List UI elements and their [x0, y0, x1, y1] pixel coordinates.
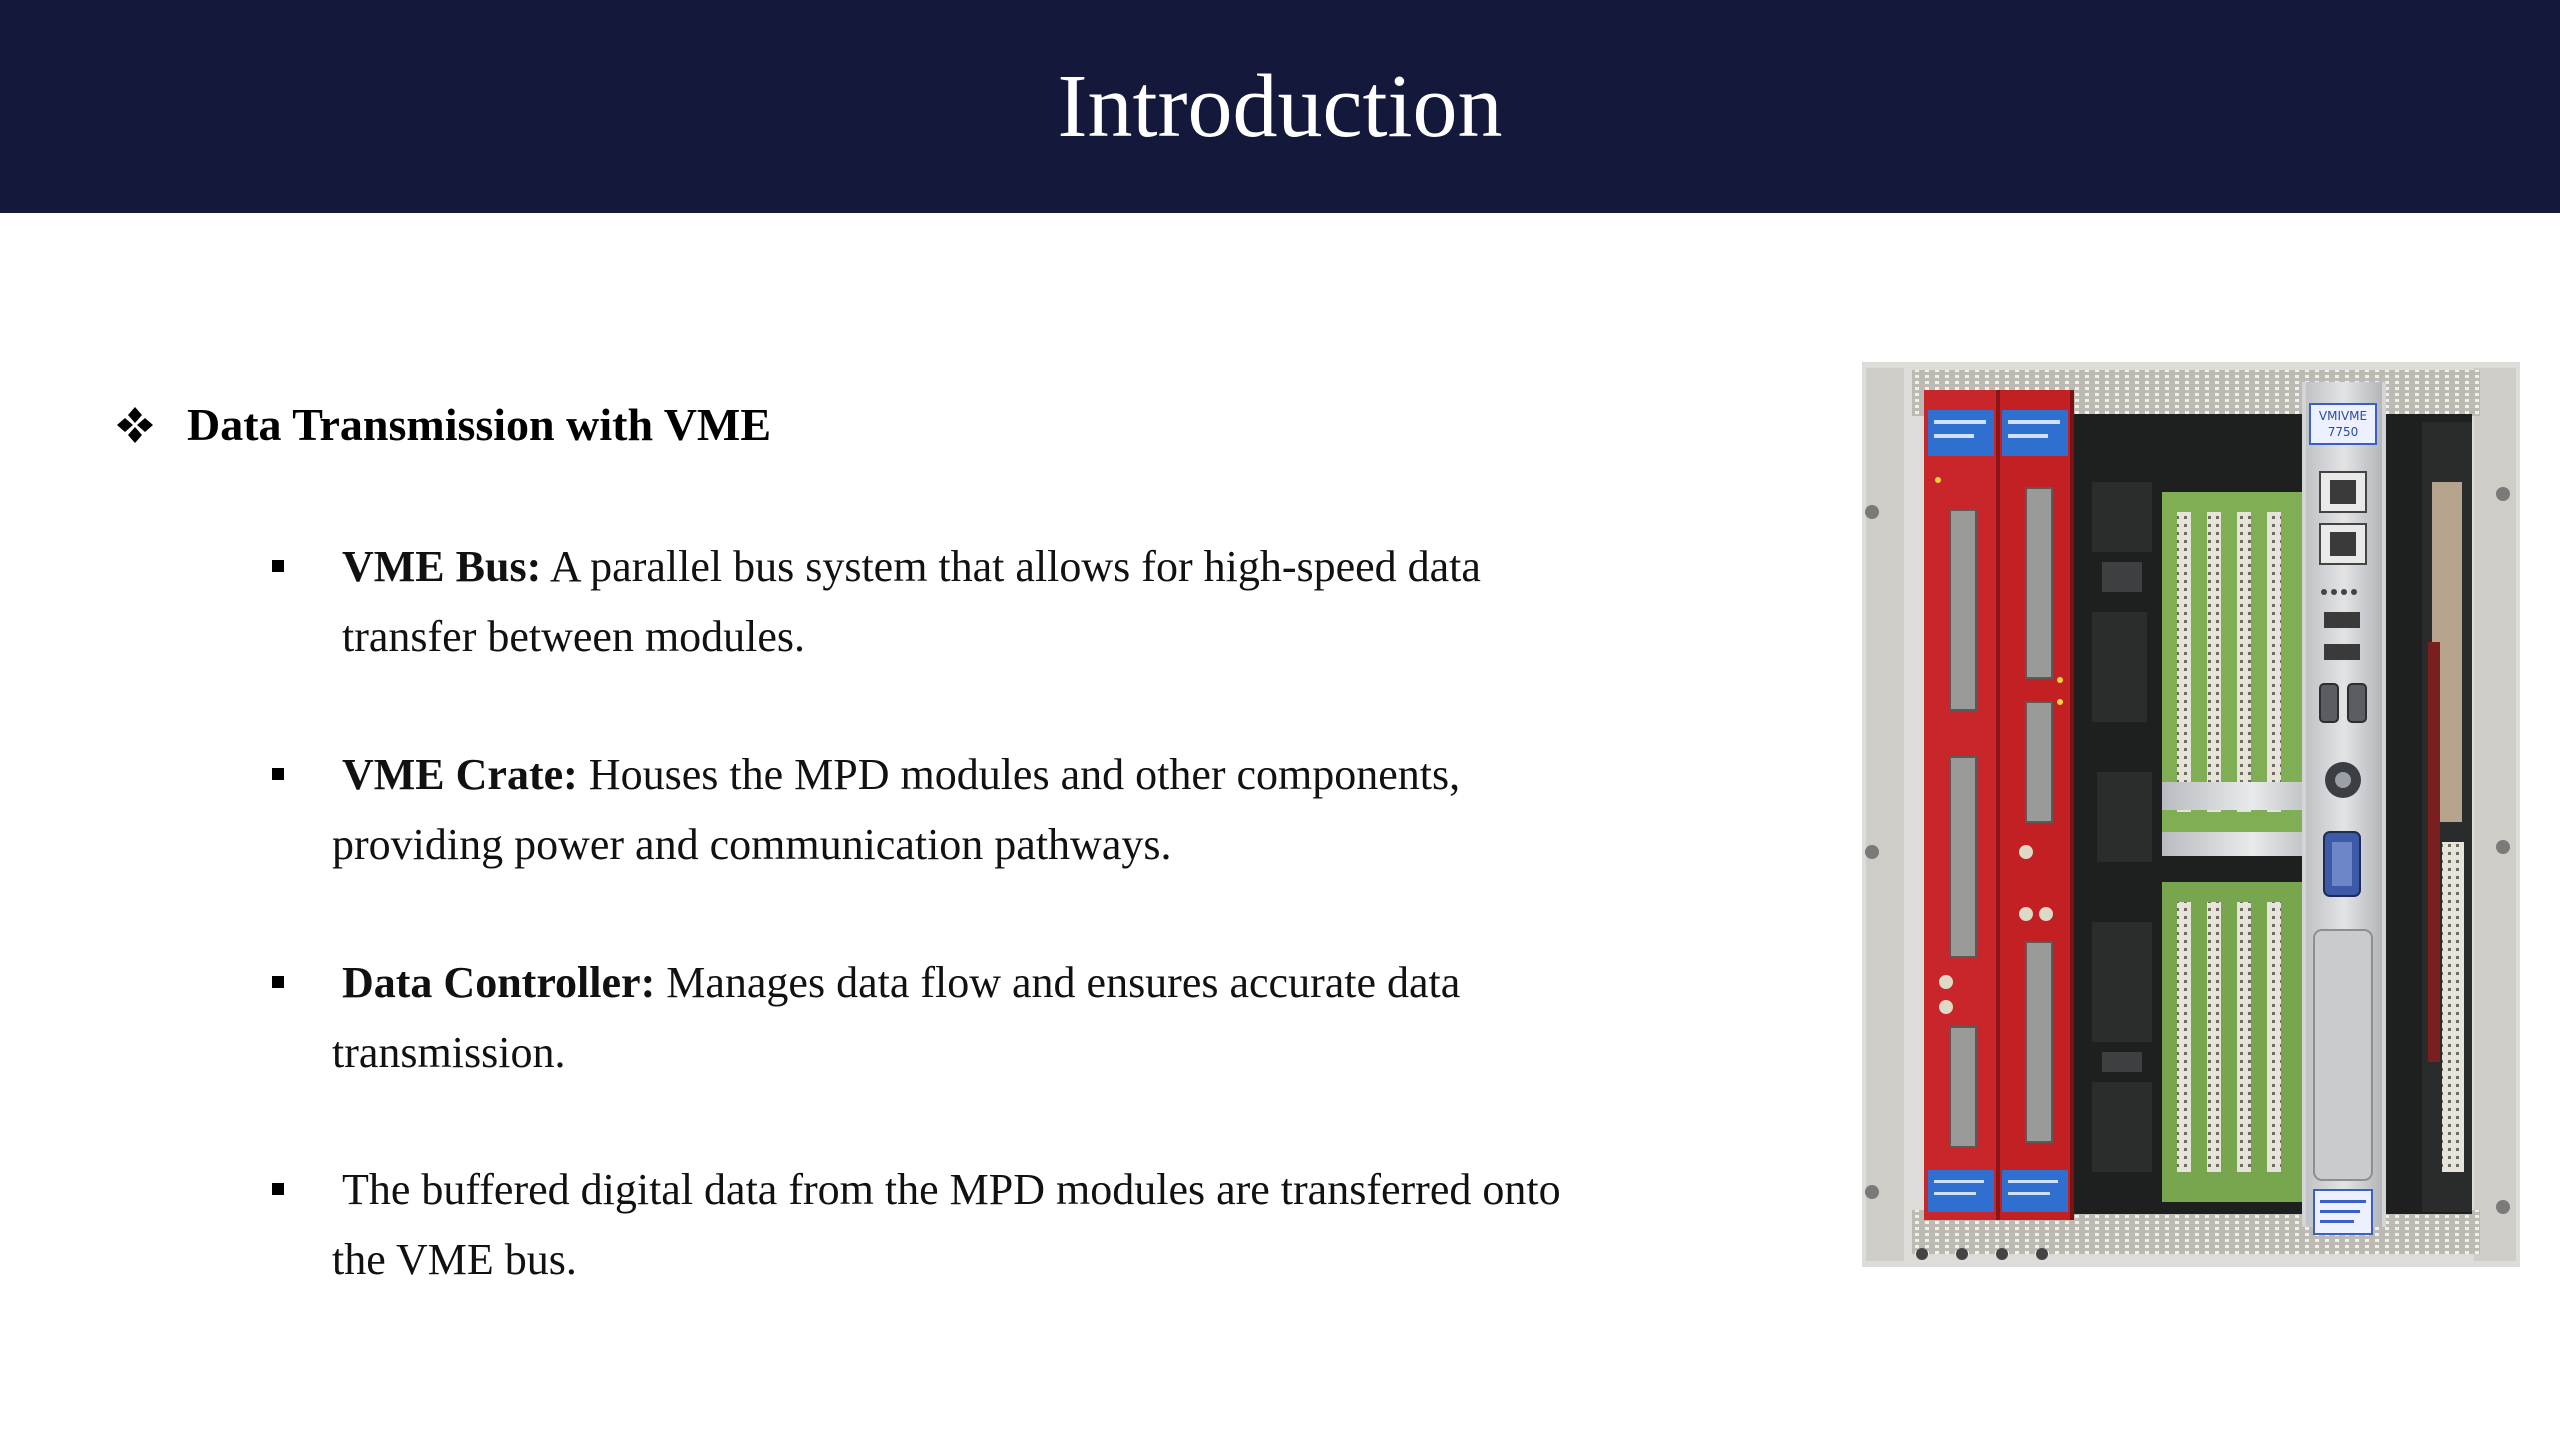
bullet-term: VME Crate:	[342, 750, 578, 799]
square-bullet-icon	[272, 560, 284, 572]
slide-title: Introduction	[1057, 56, 1503, 156]
bullet-text: Manages data flow and ensures accurate data	[655, 958, 1461, 1007]
svg-text:7750: 7750	[2327, 425, 2359, 439]
bullet-text: The buffered digital data from the MPD modules are transferred onto	[342, 1165, 1561, 1214]
section-heading-text: Data Transmission with VME	[187, 399, 772, 450]
bullet-text-continued: the VME bus.	[332, 1235, 577, 1284]
bullet-text-continued: transmission.	[332, 1028, 566, 1077]
svg-text:VMIVME: VMIVME	[2318, 409, 2368, 423]
bullet-item	[272, 532, 1702, 672]
bullet-term: VME Bus:	[342, 542, 542, 591]
bullet-text: Houses the MPD modules and other components,	[577, 750, 1461, 799]
four-diamond-bullet-icon	[115, 405, 155, 445]
bullet-text-continued: transfer between modules.	[342, 612, 806, 661]
section-heading	[115, 398, 771, 451]
bullet-item	[272, 1155, 1702, 1295]
bullet-text-continued: providing power and communication pathways.	[332, 820, 1172, 869]
square-bullet-icon	[272, 976, 284, 988]
bullet-term: Data Controller:	[342, 958, 656, 1007]
bullet-text: A parallel bus system that allows for high-speed data	[541, 542, 1481, 591]
bullet-item	[272, 948, 1702, 1088]
bullet-item	[272, 740, 1702, 880]
vme-crate-photo	[1862, 362, 2520, 1267]
square-bullet-icon	[272, 1183, 284, 1195]
square-bullet-icon	[272, 768, 284, 780]
